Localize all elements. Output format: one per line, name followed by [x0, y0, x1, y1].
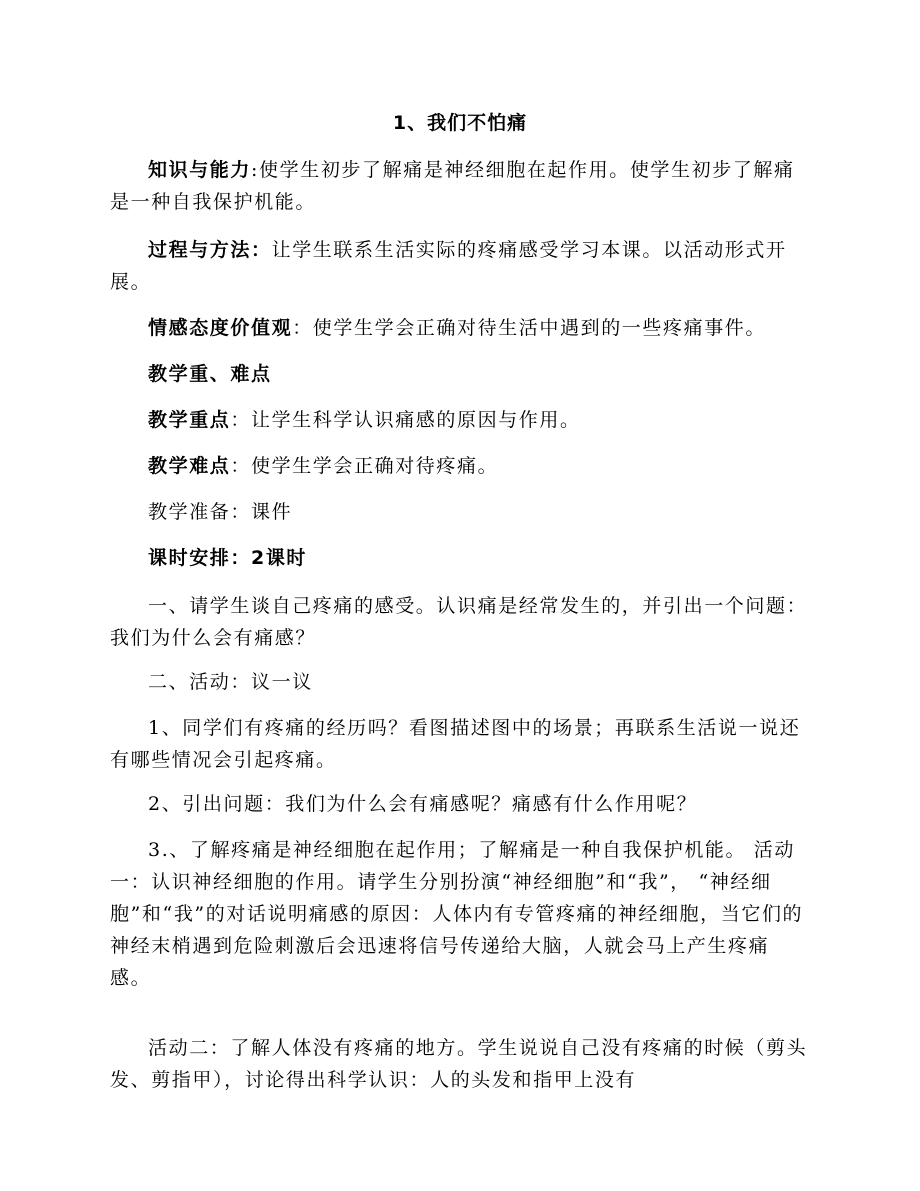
paragraph-text: ：使学生学会正确对待生活中遇到的一些疼痛事件。 — [292, 317, 767, 339]
paragraph-preparation — [110, 496, 810, 528]
paragraph-text: 二、活动：议一议 — [148, 671, 313, 693]
heading-key-points — [110, 358, 810, 390]
paragraph-activity-two — [110, 1032, 810, 1096]
paragraph-difficulty — [110, 450, 810, 482]
paragraph-text: 2、引出问题：我们为什么会有痛感呢？痛感有什么作用呢？ — [148, 793, 698, 815]
paragraph-item-1 — [110, 712, 810, 776]
paragraph-text: 教学准备：课件 — [148, 501, 293, 523]
paragraph-item-2 — [110, 788, 810, 820]
paragraph-label: 教学重点 — [148, 409, 231, 431]
paragraph-step-two — [110, 666, 810, 698]
paragraph-text: 活动二：了解人体没有疼痛的地方。学生说说自己没有疼痛的时候（剪头发、剪指甲），讨论得出科学认识：人的头发和指甲上没有 — [110, 1037, 808, 1091]
paragraph-label: 知识与能力 — [148, 159, 252, 181]
paragraph-label: 教学难点 — [148, 455, 231, 477]
paragraph-label: 课时安排：2课时 — [148, 547, 308, 569]
paragraph-label: 情感态度价值观 — [148, 317, 293, 339]
paragraph-text: 让学生联系生活实际的疼痛感受学习本课。以活动形式开展。 — [110, 239, 787, 293]
paragraph-process — [110, 234, 810, 298]
document-title: 1、我们不怕痛 — [392, 112, 528, 134]
paragraph-text: 一、请学生谈自己疼痛的感受。认识痛是经常发生的，并引出一个问题：我们为什么会有痛感？ — [110, 595, 808, 649]
paragraph-text: 1、同学们有疼痛的经历吗？看图描述图中的场景；再联系生活说一说还有哪些情况会引起疼痛。 — [110, 717, 801, 771]
paragraph-values — [110, 312, 810, 344]
paragraph-step-one — [110, 590, 810, 654]
paragraph-text: :使学生初步了解痛是神经细胞在起作用。使学生初步了解痛是一种自我保护机能。 — [110, 159, 795, 213]
paragraph-text: 3.、了解疼痛是神经细胞在起作用；了解痛是一种自我保护机能。 活动一：认识神经细胞的作用。请学生分别扮演“神经细胞”和“我”， “神经细胞”和“我”的对话说明痛感的原因：人体内有专管疼痛的神经细胞，当它们的神经末梢遇到危险刺激后会迅速将信号传递给大脑，人就会马上产生疼痛感。 — [110, 839, 804, 989]
paragraph-text: ：使学生学会正确对待疼痛。 — [230, 455, 499, 477]
paragraph-schedule — [110, 542, 810, 574]
paragraph-text: ：让学生科学认识痛感的原因与作用。 — [230, 409, 581, 431]
paragraph-knowledge — [110, 154, 810, 218]
paragraph-label: 教学重、难点 — [148, 363, 272, 385]
paragraph-label: 过程与方法： — [148, 239, 272, 261]
paragraph-item-3 — [110, 834, 810, 994]
paragraph-focus — [110, 404, 810, 436]
